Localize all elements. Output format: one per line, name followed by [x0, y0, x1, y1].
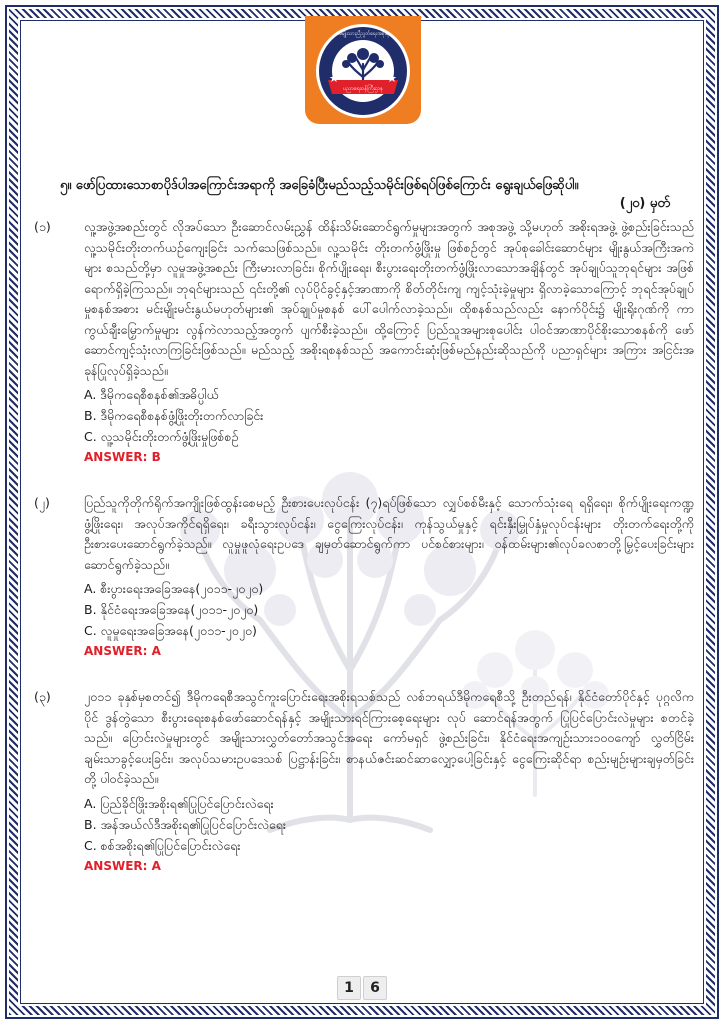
question-title: ၅။ ဖော်ပြထားသောစာပိုဒ်ပါအကြောင်းအရာကို အခြေခံပြီးမည်သည့်သမိုင်းဖြစ်ရပ်ဖြစ်ကြောင်း ရွေးချယ်ဖြေဆိုပါ။: [60, 178, 579, 193]
option-c: C. စစ်အစိုးရ၏ပြုပြင်ပြောင်းလဲရေး: [84, 837, 241, 853]
logo-top-text: အမျိုးသားညီညွတ်ရေးအစိုးရ: [337, 31, 389, 37]
marks-label: (၂၀) မှတ်: [619, 196, 670, 211]
option-a: A. ပြည်ခိုင်ဖြိုးအစိုးရ၏ပြုပြင်ပြောင်းလဲရေး: [84, 795, 274, 811]
question-item-3: [34, 687, 694, 876]
option-c: C. လူ့သမိုင်းတိုးတက်ဖွံ့ဖြိုးမှုဖြစ်စဉ်: [84, 429, 239, 444]
question-number: (၁): [34, 219, 51, 234]
page-number-digit: 1: [337, 976, 361, 1000]
option-c: C. လူမှုရေးအခြေအနေ(၂၀၁၁-၂၀၂၀): [84, 623, 257, 638]
question-item-1: [34, 217, 694, 467]
answer-label: ANSWER: A: [84, 644, 161, 658]
option-a: A. ဒီမိုကရေစီစနစ်၏အဓိပ္ပါယ်: [84, 387, 219, 402]
option-b: B. နိုင်ငံရေးအခြေအနေ(၂၀၁၁-၂၀၂၀): [84, 602, 259, 617]
page-number-digit: 6: [363, 976, 387, 1000]
question-number: (၃): [34, 689, 51, 704]
question-content: [34, 176, 694, 876]
question-text: ပြည်သူကိုတိုက်ရိုက်အကျိုးဖြစ်ထွန်းစေမည့် ဦးစားပေးလုပ်ငန်း (၇)ရပ်ဖြစ်သော လျှပ်စစ်မီးနှင့် သောက်သုံးရေ ရရှိရေး၊ စိုက်ပျိုးရေးကဏ္ဍဖွံ့ဖြိုးရေး၊ အလုပ်အကိုင်ရရှိရေး၊ ခရီးသွားလုပ်ငန်း၊ ငွေကြေးလုပ်ငန်း၊ ကုန်သွယ်မှုနှင့် ရင်းနှီးမြှုပ်နှံမှုလုပ်ငန်းများ တိုးတက်ရေးတို့ကို ဦးစားပေးဆောင်ရွက်ခဲ့သည်။ လူမှုဖူလုံရေးဥပဒေ ချမှတ်ဆောင်ရွက်ကာ ပင်စင်စားများ၊ ဝန်ထမ်းများ၏လုပ်ခလစာတို့မြှင့်ပေးခြင်းများ ဆောင်ရွက်ခဲ့သည်။: [84, 495, 694, 572]
ministry-of-education-logo: [314, 22, 412, 120]
option-b: B. ဒီမိုကရေစီစနစ်ဖွံ့ဖြိုးတိုးတက်လာခြင်း: [84, 408, 264, 423]
page-number: [322, 975, 402, 1001]
logo-bottom-text: ပညာရေးဝန်ကြီးဌာန: [342, 86, 384, 92]
question-text: ၂၀၁၁ ခုနှစ်မှစတင်၍ ဒီမိုကရေစီအသွင်ကူးပြောင်းရေးအစိုးရသစ်သည် လစ်ဘရယ်ဒီမိုကရေစီသို့ ဦးတည်ရန်၊ နိုင်ငံတော်ပိုင်နှင့် ပုဂ္ဂလိကပိုင် ဒွန်တွဲသော စီးပွားရေးစနစ်ဖော်ဆောင်ရန်နှင့် အမျိုးသားရင်ကြားစေ့ရေးများ လုပ် ဆောင်ရန်အတွက် ပြုပြင်ပြောင်းလဲမှုများ စတင်ခဲ့သည်။ ပြောင်းလဲမှုများတွင် အမျိုးသားလွှတ်တော်အသွင်အရေး ကော်မရှင် ဖွဲ့စည်းခြင်း၊ နိုင်ငံရေးအကျဉ်းသား၁၀၀ကျော် လွှတ်ငြိမ်း ချမ်းသာခွင့်ပေးခြင်း၊ အလုပ်သမားဥပဒေသစ် ပြဋ္ဌာန်းခြင်း၊ စာနယ်ဇင်းဆင်ဆာလျှော့ပေါ့ခြင်းနှင့် ငွေကြေးဆိုင်ရာ စည်းမျဉ်းများချမှတ်ခြင်းတို့ ပါဝင်ခဲ့သည်။: [84, 689, 694, 786]
option-a: A. စီးပွားရေးအခြေအနေ(၂၀၁၁-၂၀၂၀): [84, 581, 264, 596]
option-b: B. အန်အယ်လ်ဒီအစိုးရ၏ပြုပြင်ပြောင်းလဲရေး: [84, 816, 287, 832]
question-text: လူ့အဖွဲ့အစည်းတွင် လိုအပ်သော ဦးဆောင်လမ်းညွှန် ထိန်းသိမ်းဆောင်ရွက်မှုများအတွက် အစုအဖွဲ့ သို့မဟုတ် အစိုးရအဖွဲ့ ဖွဲ့စည်းခြင်းသည် လူ့သမိုင်းတိုးတက်ယဉ်ကျေးခြင်း သက်သေဖြစ်သည်။ လူ့သမိုင်း တိုးတက်ဖွံ့ဖြိုးမှု ဖြစ်စဉ်တွင် အုပ်စုခေါင်းဆောင်များ မျိုးနွယ်အကြီးအကဲများ စသည်တို့မှာ လူမှုအဖွဲ့အစည်း ကြီးမားလာခြင်း၊ စိုက်ပျိုးရေး၊ စီးပွားရေးတိုးတက်ဖွံ့ဖြိုးလာသောအချိန်တွင် အုပ်ချုပ်သူဘုရင်များ အဖြစ် ရောက်ရှိခဲ့ကြသည်။ ဘုရင်များသည် ၎င်းတို့၏ လုပ်ပိုင်ခွင့်နှင့်အာဏာကို စိတ်တိုင်းကျ ကျင့်သုံးခဲ့မှုများ ရှိလာခဲ့သောကြောင့် ဘုရင်အုပ်ချုပ်မှုစနစ်အစား မင်းမျိုးမင်းနွယ်မဟုတ်များ၏ အုပ်ချုပ်မှုစနစ် ပေါ်ပေါက်လာခဲ့သည်။ ထိုစနစ်သည်လည်း နောက်ပိုင်း၌ မျိုးရိုးဂုဏ်ကို ကာကွယ်ချီးမြှောက်မှုများ လွန်ကဲလာသည့်အတွက် ပျက်စီးခဲ့သည်။ ထို့ကြောင့် ပြည်သူအများစုပေါင်း ပါဝင်အာဏာပိုင်စိုးသောစနစ်ကို ဖော်ဆောင်ကျင့်သုံးလာကြခြင်းဖြစ်သည်။ မည်သည့် အစိုးရစနစ်သည် အကောင်းဆုံးဖြစ်မည်နည်းဆိုသည်ကို ပညာရှင်များ အကြား အငြင်းအခုန်ပြုလုပ်ရှိခဲ့သည်။: [84, 219, 694, 378]
question-number: (၂): [34, 495, 50, 510]
question-item-2: [34, 493, 694, 661]
answer-label: ANSWER: A: [84, 858, 161, 873]
answer-label: ANSWER: B: [84, 450, 161, 464]
